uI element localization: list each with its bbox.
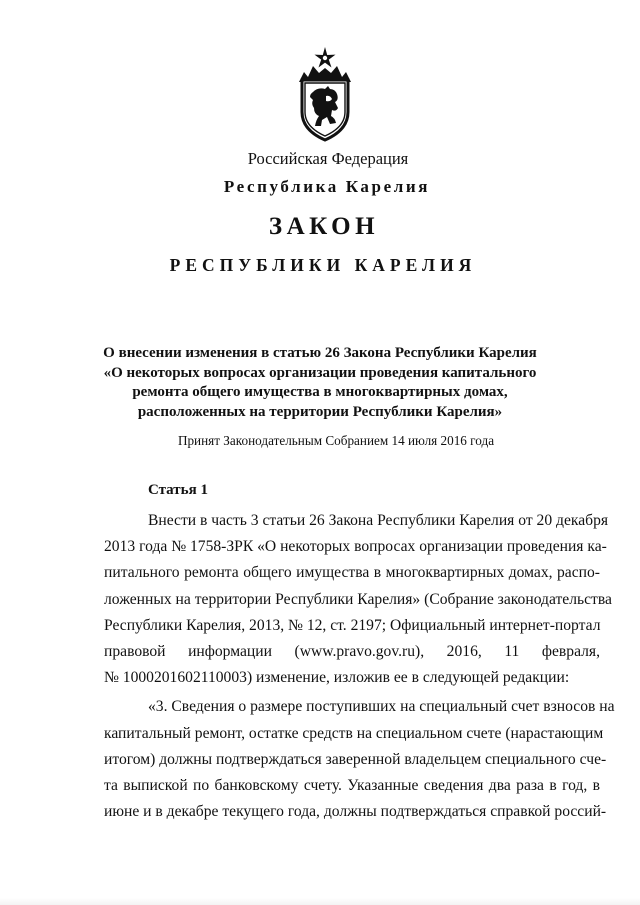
text-line: капитальный ремонт, остатке средств на специальном счете (нарастающим	[104, 724, 604, 742]
text-line: Внести в часть 3 статьи 26 Закона Республики Карелия от 20 декабря	[148, 512, 609, 529]
heading-line: расположенных на территории Республики Карелия»	[137, 403, 503, 420]
article-title: Статья 1	[148, 482, 208, 498]
scan-edge	[0, 898, 640, 905]
text-line: итогом) должны подтверждаться заверенной владельцем специального сче-	[104, 750, 607, 768]
text-line: июне и в декабре текущего года, должны подтверждаться справкой россий-	[104, 803, 607, 821]
karelia-coat-of-arms-icon	[295, 44, 355, 144]
heading-line: ремонта общего имущества в многоквартирных домах,	[132, 384, 508, 400]
republic-name: Республика Карелия	[223, 177, 431, 196]
text-line: «3. Сведения о размере поступивших на специальный счет взносов на	[148, 698, 615, 716]
country-name: Российская Федерация	[247, 149, 409, 168]
paragraph	[104, 508, 612, 691]
text-line: питального ремонта общего имущества в многоквартирных домах, распо-	[104, 564, 600, 582]
text-line: та выпиской по банковскому счету. Указанные сведения два раза в год, в	[104, 776, 600, 794]
law-subtitle: РЕСПУБЛИКИ КАРЕЛИЯ	[169, 255, 477, 275]
text-line: Республики Карелия, 2013, № 12, ст. 2197; Официальный интернет-портал	[104, 616, 601, 634]
text-line: № 1000201602110003) изменение, изложив ее в следующей редакции:	[104, 669, 570, 687]
heading-line: «О некоторых вопросах организации проведения капитального	[103, 364, 537, 381]
text-line: правовой информации (www.pravo.gov.ru), 2016, 11 февраля,	[104, 642, 600, 660]
adoption-date: Принят Законодательным Собранием 14 июля 2016 года	[177, 433, 495, 448]
law-title: ЗАКОН	[268, 213, 380, 240]
law-heading	[0, 344, 640, 422]
paragraph	[104, 694, 615, 825]
text-line: ложенных на территории Республики Карелия» (Собрание законодательства	[104, 590, 612, 608]
heading-line: О внесении изменения в статью 26 Закона Республики Карелия	[103, 345, 537, 361]
article-body	[104, 508, 615, 825]
text-line: 2013 года № 1758-ЗРК «О некоторых вопросах организации проведения ка-	[104, 538, 607, 556]
